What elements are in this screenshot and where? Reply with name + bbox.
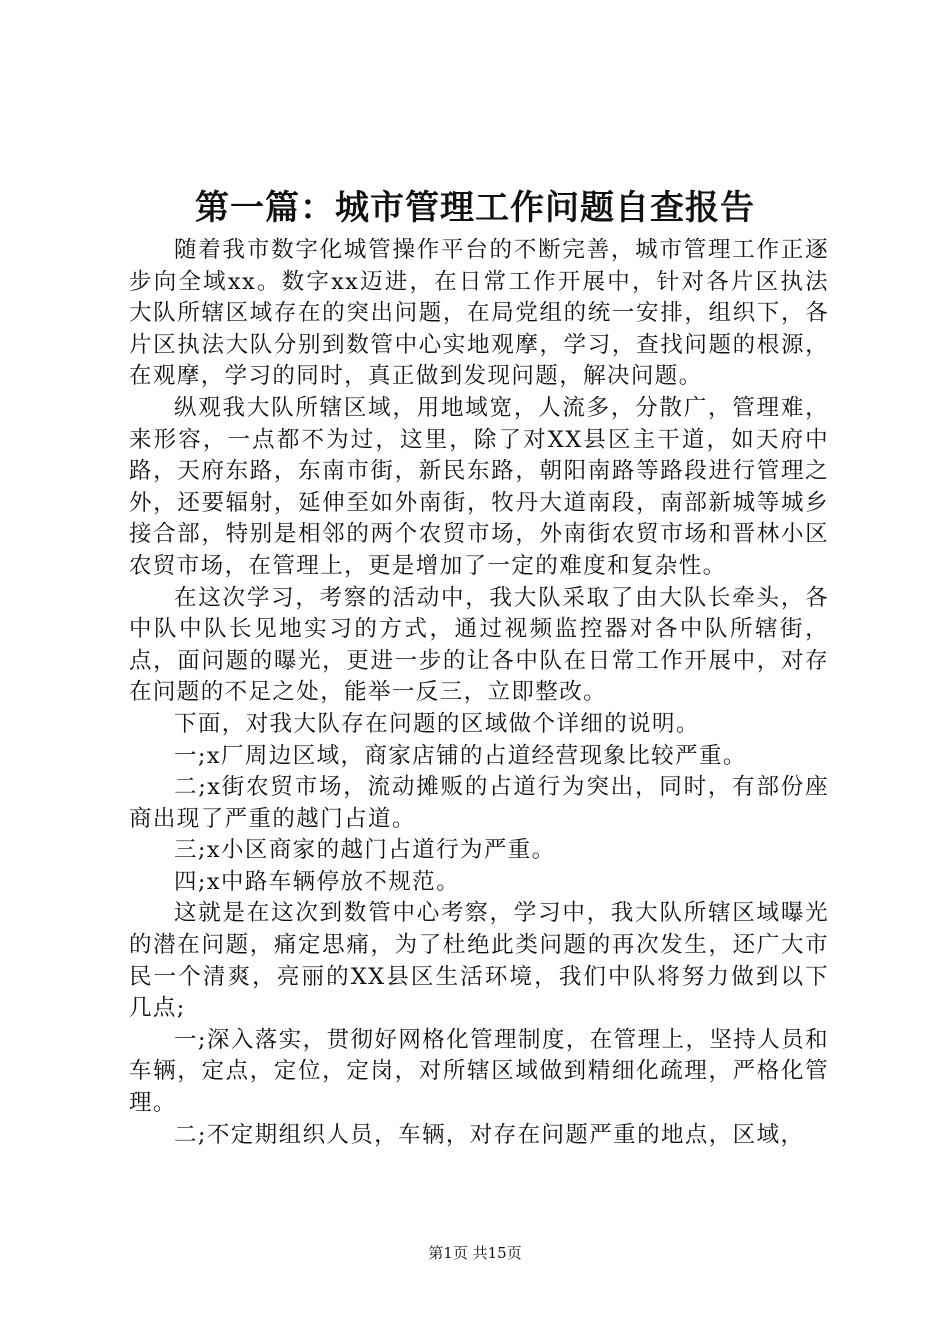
- paragraph: 这就是在这次到数管中心考察，学习中，我大队所辖区域曝光的潜在问题，痛定思痛，为了杜绝此类问题的再次发生，还广大市民一个清爽，亮丽的XX县区生活环境，我们中队将努力做到以下几点;: [129, 900, 829, 1022]
- paragraph: 一;x厂周边区域，商家店铺的占道经营现象比较严重。: [174, 742, 747, 769]
- paragraph: 二;不定期组织人员，车辆，对存在问题严重的地点，区域，: [174, 1121, 805, 1148]
- paragraph: 一;深入落实，贯彻好网格化管理制度，在管理上，坚持人员和车辆，定点，定位，定岗，对所辖区域做到精细化疏理，严格化管理。: [129, 1026, 829, 1117]
- paragraph: 下面，对我大队存在问题的区域做个详细的说明。: [174, 710, 700, 737]
- page-number-footer: 第1页 共15页: [428, 1244, 522, 1262]
- paragraph: 四;x中路车辆停放不规范。: [174, 868, 460, 895]
- paragraph: 二;x街农贸市场，流动摊贩的占道行为突出，同时，有部份座商出现了严重的越门占道。: [129, 774, 829, 832]
- document-body: [129, 235, 829, 1151]
- paragraph: 纵观我大队所辖区域，用地域宽，人流多，分散广，管理难，来形容，一点都不为过，这里，除了对XX县区主干道，如天府中路，天府东路，东南市街，新民东路，朝阳南路等路段进行管理之外，还要辐射，延伸至如外南街，牧丹大道南段，南部新城等城乡接合部，特别是相邻的两个农贸市场，外南街农贸市场和晋林小区农贸市场，在管理上，更是增加了一定的难度和复杂性。: [129, 394, 829, 579]
- paragraph: 在这次学习，考察的活动中，我大队采取了由大队长牵头，各中队中队长见地实习的方式，通过视频监控器对各中队所辖街，点，面问题的曝光，更进一步的让各中队在日常工作开展中，对存在问题的不足之处，能举一反三，立即整改。: [129, 584, 829, 706]
- document-title: 第一篇：城市管理工作问题自查报告: [195, 188, 755, 228]
- paragraph: 随着我市数字化城管操作平台的不断完善，城市管理工作正逐步向全域xx。数字xx迈进，在日常工作开展中，针对各片区执法大队所辖区域存在的突出问题，在局党组的统一安排，组织下，各片区执法大队分别到数管中心实地观摩，学习，查找问题的根源，在观摩，学习的同时，真正做到发现问题，解决问题。: [129, 237, 829, 390]
- paragraph: 三;x小区商家的越门占道行为严重。: [174, 837, 556, 864]
